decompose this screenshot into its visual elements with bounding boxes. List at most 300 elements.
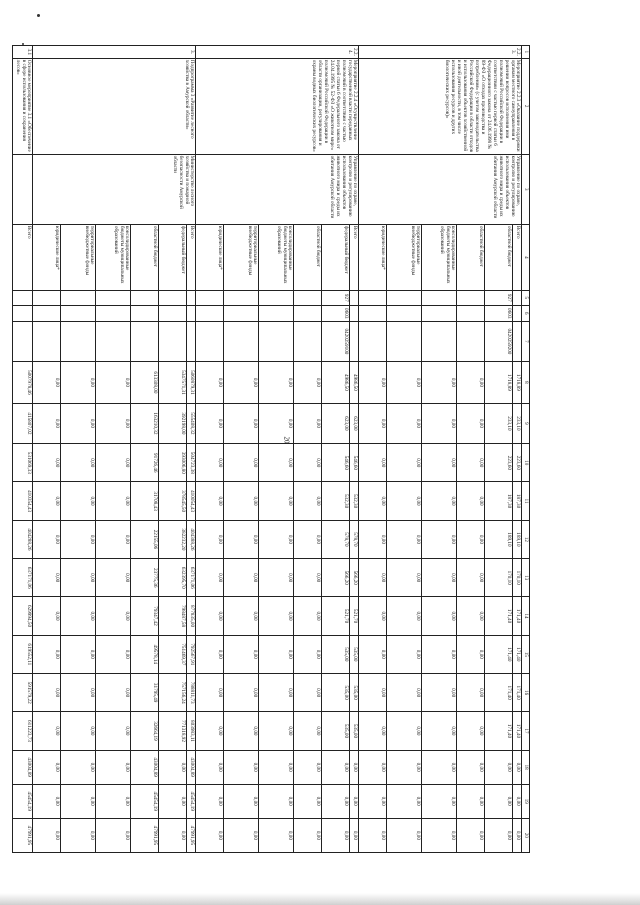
amount-cell: 535,00	[350, 674, 359, 712]
amount-cell: 4986,50	[322, 362, 350, 404]
amount-cell: 0,00	[96, 559, 131, 597]
amount-cell: 532,30	[322, 482, 350, 520]
funding-source: Всего	[187, 224, 196, 290]
code-csr	[457, 321, 485, 361]
amount-cell: 382232,20	[159, 520, 187, 558]
amount-cell: 0,00	[96, 482, 131, 520]
code-rzpr	[359, 305, 387, 321]
header-cell-20: 20	[522, 818, 530, 852]
code-csr	[159, 321, 187, 361]
amount-cell: 0,00	[33, 597, 61, 635]
amount-cell: 415807,02	[13, 403, 33, 443]
amount-cell: 189,10	[513, 520, 522, 558]
amount-cell: 170,10	[485, 559, 513, 597]
amount-cell: 171,40	[513, 635, 522, 673]
code-rzpr	[96, 305, 131, 321]
funding-source: территориальные внебюджетные фонды	[61, 224, 96, 290]
amount-cell: 0,00	[196, 482, 224, 520]
code-rzpr	[196, 305, 224, 321]
amount-cell: 171,40	[513, 597, 522, 635]
measure-name: Основное мероприятие 3.1 «Обеспечение в сфере использования и сохранения лесов»	[13, 58, 33, 154]
amount-cell: 0,00	[33, 482, 61, 520]
table-row	[13, 46, 33, 853]
amount-cell: 171,40	[485, 635, 513, 673]
amount-cell: 189,10	[485, 520, 513, 558]
amount-cell: 31795,49	[131, 674, 159, 712]
amount-cell: 0,00	[61, 403, 96, 443]
amount-cell: 0,00	[387, 635, 422, 673]
amount-cell: 0,00	[457, 712, 485, 750]
amount-cell: 0,00	[422, 444, 457, 482]
amount-cell: 0,00	[196, 597, 224, 635]
amount-cell: 187,30	[513, 482, 522, 520]
code-grbs	[96, 290, 131, 305]
code-rzpr	[131, 305, 159, 321]
amount-cell: 0,00	[359, 520, 387, 558]
amount-cell: 623,00	[350, 403, 359, 443]
amount-cell: 0,00	[359, 597, 387, 635]
amount-cell: 0,00	[359, 818, 387, 852]
amount-cell: 5347571,31	[159, 362, 187, 404]
amount-cell: 0,00	[196, 784, 224, 818]
amount-cell: 4986,50	[350, 362, 359, 404]
amount-cell: 0,00	[61, 482, 96, 520]
amount-cell: 0,00	[294, 674, 322, 712]
amount-cell: 0,00	[196, 444, 224, 482]
funding-source: консолидированные бюджеты муниципальных образований	[422, 224, 457, 290]
amount-cell: 0,00	[457, 750, 485, 784]
amount-cell: 0,00	[387, 520, 422, 558]
amount-cell: 0,00	[387, 559, 422, 597]
code-rzpr	[422, 305, 457, 321]
scan-edge	[0, 893, 640, 905]
amount-cell: 79347,42	[131, 597, 159, 635]
header-cell-2: 2	[522, 58, 530, 154]
amount-cell: 0,00	[196, 635, 224, 673]
amount-cell: 0,00	[96, 635, 131, 673]
amount-cell: 0,00	[294, 750, 322, 784]
amount-cell: 0,00	[259, 784, 294, 818]
amount-cell: 578,70	[322, 520, 350, 558]
amount-cell: 163210,32	[131, 403, 159, 443]
amount-cell: 233,10	[485, 403, 513, 443]
amount-cell: 0,00	[457, 520, 485, 558]
code-csr	[387, 321, 422, 361]
amount-cell: 0,00	[457, 444, 485, 482]
header-cell-14: 14	[522, 597, 530, 635]
amount-cell: 0,00	[259, 635, 294, 673]
amount-cell: 0,00	[359, 482, 387, 520]
code-grbs	[33, 290, 61, 305]
amount-cell: 0,00	[457, 674, 485, 712]
amount-cell: 0,00	[61, 635, 96, 673]
funding-source: юридические лица*	[196, 224, 224, 290]
amount-cell: 0,00	[159, 784, 187, 818]
amount-cell: 521,70	[322, 597, 350, 635]
code-rzpr	[61, 305, 96, 321]
amount-cell: 0,00	[259, 559, 294, 597]
amount-cell: 223,60	[485, 444, 513, 482]
amount-cell: 632395,70	[159, 559, 187, 597]
amount-cell: 798487,58	[159, 597, 187, 635]
amount-cell: 0,00	[422, 635, 457, 673]
amount-cell: 0,00	[224, 635, 259, 673]
amount-cell: 410354,43	[13, 482, 33, 520]
header-cell-11: 11	[522, 482, 530, 520]
amount-cell: 771318,92	[159, 712, 187, 750]
amount-cell: 0,00	[422, 712, 457, 750]
amount-cell: 792567,91	[187, 635, 196, 673]
amount-cell: 0,00	[224, 520, 259, 558]
amount-cell: 788811,73	[187, 674, 196, 712]
code-rzpr	[457, 305, 485, 321]
amount-cell: 637171,06	[187, 559, 196, 597]
amount-cell: 0,00	[359, 750, 387, 784]
amount-cell: 0,00	[485, 784, 513, 818]
amount-cell: 0,00	[422, 559, 457, 597]
code-csr	[196, 321, 224, 361]
code-csr	[422, 321, 457, 361]
amount-cell: 532,30	[350, 482, 359, 520]
amount-cell: 535,00	[322, 635, 350, 673]
amount-cell: 877835,00	[187, 597, 196, 635]
header-cell-1: 1	[522, 46, 530, 59]
amount-cell: 0,00	[259, 482, 294, 520]
code-grbs	[294, 290, 322, 305]
amount-cell: 0,00	[259, 403, 294, 443]
header-cell-5: 5	[522, 290, 530, 305]
amount-cell: 0,00	[61, 597, 96, 635]
amount-cell: 0,00	[224, 784, 259, 818]
amount-cell: 0,00	[294, 520, 322, 558]
amount-cell: 45454,19	[187, 784, 196, 818]
amount-cell: 32664,19	[131, 712, 159, 750]
amount-cell: 0,00	[294, 362, 322, 404]
amount-cell: 0,00	[359, 559, 387, 597]
amount-cell: 1718,89	[513, 362, 522, 404]
amount-cell: 0,00	[350, 818, 359, 852]
amount-cell: 535,00	[322, 674, 350, 712]
amount-cell: 0,00	[359, 712, 387, 750]
amount-cell: 0,00	[224, 674, 259, 712]
amount-cell: 49578,14	[131, 635, 159, 673]
code-csr	[61, 321, 96, 361]
amount-cell: 404288,26	[13, 520, 33, 558]
amount-cell: 0,00	[457, 784, 485, 818]
amount-cell: 521,70	[350, 597, 359, 635]
amount-cell: 0,00	[422, 674, 457, 712]
amount-cell: 0,00	[457, 635, 485, 673]
amount-cell: 0,00	[422, 520, 457, 558]
amount-cell: 0,00	[294, 444, 322, 482]
amount-cell: 0,00	[96, 674, 131, 712]
code-csr	[359, 321, 387, 361]
amount-cell: 171,40	[485, 674, 513, 712]
header-cell-16: 16	[522, 674, 530, 712]
amount-cell: 0,00	[422, 750, 457, 784]
code-grbs	[61, 290, 96, 305]
amount-cell: 0,00	[422, 482, 457, 520]
amount-cell: 0,00	[33, 559, 61, 597]
amount-cell: 0,00	[387, 784, 422, 818]
code-rzpr	[13, 305, 33, 321]
amount-cell: 0,00	[224, 362, 259, 404]
amount-cell: 0,00	[96, 818, 131, 852]
amount-cell: 0,00	[322, 818, 350, 852]
amount-cell: 0,00	[33, 635, 61, 673]
amount-cell: 0,00	[387, 482, 422, 520]
amount-cell: 0,00	[259, 674, 294, 712]
amount-cell: 31708,43	[131, 482, 159, 520]
amount-cell: 0,00	[294, 784, 322, 818]
amount-cell: 47991,95	[131, 818, 159, 852]
amount-cell: 535,00	[350, 712, 359, 750]
funding-source: юридические лица*	[359, 224, 387, 290]
amount-cell: 0,00	[159, 750, 187, 784]
header-cell-7: 7	[522, 321, 530, 361]
funding-source: областной бюджет	[131, 224, 159, 290]
amount-cell: 0,00	[359, 403, 387, 443]
amount-cell: 0,00	[96, 403, 131, 443]
amount-cell: 0,00	[224, 712, 259, 750]
amount-cell: 0,00	[61, 362, 96, 404]
amount-cell: 0,00	[457, 597, 485, 635]
amount-cell: 0,00	[294, 559, 322, 597]
code-grbs	[387, 290, 422, 305]
code-rzpr	[259, 305, 294, 321]
amount-cell: 535,00	[322, 712, 350, 750]
amount-cell: 0,00	[387, 674, 422, 712]
amount-cell: 0,00	[422, 403, 457, 443]
table-viewport	[14, 45, 530, 853]
funding-source: областной бюджет	[294, 224, 322, 290]
amount-cell: 0,00	[259, 750, 294, 784]
amount-cell: 0,00	[196, 559, 224, 597]
code-csr: 0420259100	[322, 321, 350, 361]
amount-cell: 0,00	[33, 818, 61, 852]
code-csr	[350, 321, 359, 361]
amount-cell: 0,00	[294, 482, 322, 520]
funding-table	[12, 45, 530, 853]
amount-cell: 404388,26	[187, 520, 196, 558]
amount-cell: 629994,50	[13, 597, 33, 635]
amount-cell: 91726,46	[131, 444, 159, 482]
amount-cell: 0,00	[387, 750, 422, 784]
amount-cell: 45454,19	[13, 784, 33, 818]
code-csr: 0420259200	[485, 321, 513, 361]
code-rzpr	[294, 305, 322, 321]
amount-cell: 0,00	[224, 444, 259, 482]
amount-cell: 0,00	[513, 784, 522, 818]
funding-source: областной бюджет	[485, 224, 513, 290]
amount-cell: 757156,24	[159, 674, 187, 712]
row-number: 3.1	[13, 46, 33, 59]
amount-cell: 187,30	[485, 482, 513, 520]
amount-cell: 531069,33	[13, 444, 33, 482]
code-grbs	[131, 290, 159, 305]
code-csr	[224, 321, 259, 361]
amount-cell: 0,00	[159, 818, 187, 852]
funding-source: Всего	[513, 224, 522, 290]
amount-cell: 0,00	[359, 784, 387, 818]
amount-cell: 1718,89	[485, 362, 513, 404]
code-csr	[259, 321, 294, 361]
row-number: 2.2.3.	[359, 46, 522, 59]
rotated-landscape-page	[14, 45, 530, 853]
amount-cell: 0,00	[294, 818, 322, 852]
amount-cell: 0,00	[33, 444, 61, 482]
amount-cell: 0,00	[359, 444, 387, 482]
amount-cell: 0,00	[513, 750, 522, 784]
funding-source: территориальные внебюджетные фонды	[224, 224, 259, 290]
code-grbs	[350, 290, 359, 305]
code-rzpr	[187, 305, 196, 321]
code-csr	[33, 321, 61, 361]
header-cell-13: 13	[522, 559, 530, 597]
amount-cell: 171,40	[513, 674, 522, 712]
amount-cell: 0,00	[457, 559, 485, 597]
code-rzpr	[513, 305, 522, 321]
amount-cell: 0,00	[196, 403, 224, 443]
code-rzpr	[224, 305, 259, 321]
amount-cell: 0,00	[196, 750, 224, 784]
code-rzpr	[387, 305, 422, 321]
amount-cell: 0,00	[457, 403, 485, 443]
amount-cell: 546,60	[322, 444, 350, 482]
amount-cell: 0,00	[96, 597, 131, 635]
amount-cell: 0,00	[61, 444, 96, 482]
funding-source: федеральный бюджет	[159, 224, 187, 290]
funding-source: консолидированные бюджеты муниципальных образований	[96, 224, 131, 290]
header-cell-18: 18	[522, 750, 530, 784]
code-grbs: 927	[485, 290, 513, 305]
amount-cell: 0,00	[96, 784, 131, 818]
executor-name: Управление по охране, контролю и регулированию использования объектов животного мира и среды их обитания Амурской области	[359, 154, 522, 224]
header-cell-9: 9	[522, 403, 530, 443]
amount-cell: 0,00	[224, 750, 259, 784]
amount-cell: 0,00	[422, 597, 457, 635]
table-row	[187, 46, 196, 853]
amount-cell: 0,00	[196, 362, 224, 404]
amount-cell: 0,00	[387, 597, 422, 635]
amount-cell: 5060879,31	[187, 362, 196, 404]
measure-name: Мероприятие 2.2.4 «Осуществление государственной власти переданных полномочий в соответствии с частью первой статьи 6 Федерального закона от 24.04.1995 № 52-ФЗ «О животном мире» полномочий Российской Федерации в области организации, регулирования и охраны водных биологических ресурсов»	[196, 58, 359, 154]
amount-cell: 0,00	[457, 818, 485, 852]
amount-cell: 0,00	[33, 520, 61, 558]
code-csr	[513, 321, 522, 361]
funding-source: юридические лица*	[33, 224, 61, 290]
amount-cell: 0,00	[196, 712, 224, 750]
amount-cell: 591579,22	[13, 674, 33, 712]
amount-cell: 0,00	[485, 750, 513, 784]
amount-cell: 410054,43	[187, 482, 196, 520]
amount-cell: 0,00	[422, 818, 457, 852]
amount-cell: 0,00	[294, 597, 322, 635]
amount-cell: 22155,06	[131, 520, 159, 558]
measure-name: Мероприятие 2.2.3 «Оказание поддержки органам местного самоуправления в решении вопросов исполнения ими полномочий Российской Федерации в соответствии с частью первой статьи 6 Федерационного закона от 24.06.1998 № 89-ФЗ «О отходах производства и потребления» (с учетом законодательства Российской Федерации в области отходов и использования объектов хозяйственной и иной деятельности, в том числе использования ресурсов и других биологических ресурсов)»	[359, 58, 522, 154]
amount-cell: 751469,37	[159, 635, 187, 673]
amount-cell: 613308,00	[131, 362, 159, 404]
code-grbs	[513, 290, 522, 305]
amount-cell: 0,00	[96, 362, 131, 404]
amount-cell: 0,00	[96, 712, 131, 750]
header-cell-15: 15	[522, 635, 530, 673]
row-number: 2.2.4.	[196, 46, 359, 59]
funding-source: консолидированные бюджеты муниципальных образований	[259, 224, 294, 290]
amount-cell: 378545,50	[159, 482, 187, 520]
amount-cell: 566,20	[350, 559, 359, 597]
amount-cell: 0,00	[387, 362, 422, 404]
code-csr	[131, 321, 159, 361]
amount-cell: 578,70	[350, 520, 359, 558]
amount-cell: 623,00	[322, 403, 350, 443]
amount-cell: 0,00	[33, 712, 61, 750]
header-cell-19: 19	[522, 784, 530, 818]
amount-cell: 504723,38	[187, 444, 196, 482]
code-csr	[96, 321, 131, 361]
amount-cell: 47991,95	[187, 818, 196, 852]
amount-cell: 0,00	[359, 674, 387, 712]
amount-cell: 0,00	[61, 674, 96, 712]
amount-cell: 0,00	[350, 784, 359, 818]
amount-cell: 566,20	[322, 559, 350, 597]
amount-cell: 0,00	[196, 818, 224, 852]
amount-cell: 0,00	[61, 559, 96, 597]
code-grbs	[187, 290, 196, 305]
funding-source: Всего	[13, 224, 33, 290]
amount-cell: 0,00	[224, 597, 259, 635]
executor-name	[13, 154, 33, 224]
amount-cell: 0,00	[33, 362, 61, 404]
header-cell-8: 8	[522, 362, 530, 404]
code-rzpr: 0603	[485, 305, 513, 321]
amount-cell: 0,00	[294, 635, 322, 673]
row-number: 3.	[33, 46, 196, 59]
amount-cell: 803983,11	[187, 712, 196, 750]
amount-cell: 0,00	[457, 482, 485, 520]
executor-name: Управление по охране, контролю и регулированию использования объектов животного мира и среды их обитания Амурской области	[196, 154, 359, 224]
code-csr	[294, 321, 322, 361]
amount-cell: 0,00	[422, 362, 457, 404]
code-grbs	[13, 290, 33, 305]
amount-cell: 0,00	[61, 520, 96, 558]
amount-cell: 171,40	[513, 712, 522, 750]
measure-name: Подпрограмма 3 «Развитие лесного хозяйства в Амурской области»	[33, 58, 196, 154]
funding-source: областной бюджет	[457, 224, 485, 290]
table-row	[513, 46, 522, 853]
amount-cell: 0,00	[387, 444, 422, 482]
amount-cell: 0,00	[61, 750, 96, 784]
amount-cell: 0,00	[196, 674, 224, 712]
code-rzpr	[350, 305, 359, 321]
header-cell-6: 6	[522, 305, 530, 321]
amount-cell: 0,00	[259, 520, 294, 558]
code-csr	[187, 321, 196, 361]
header-cell-4: 4	[522, 224, 530, 290]
amount-cell: 0,00	[422, 784, 457, 818]
code-rzpr	[33, 305, 61, 321]
amount-cell: 0,00	[350, 750, 359, 784]
amount-cell: 0,00	[61, 818, 96, 852]
amount-cell: 0,00	[322, 750, 350, 784]
code-grbs	[224, 290, 259, 305]
code-grbs	[422, 290, 457, 305]
code-grbs	[196, 290, 224, 305]
amount-cell: 170,10	[513, 559, 522, 597]
amount-cell: 0,00	[224, 559, 259, 597]
amount-cell: 619552,11	[13, 635, 33, 673]
code-grbs	[159, 290, 187, 305]
